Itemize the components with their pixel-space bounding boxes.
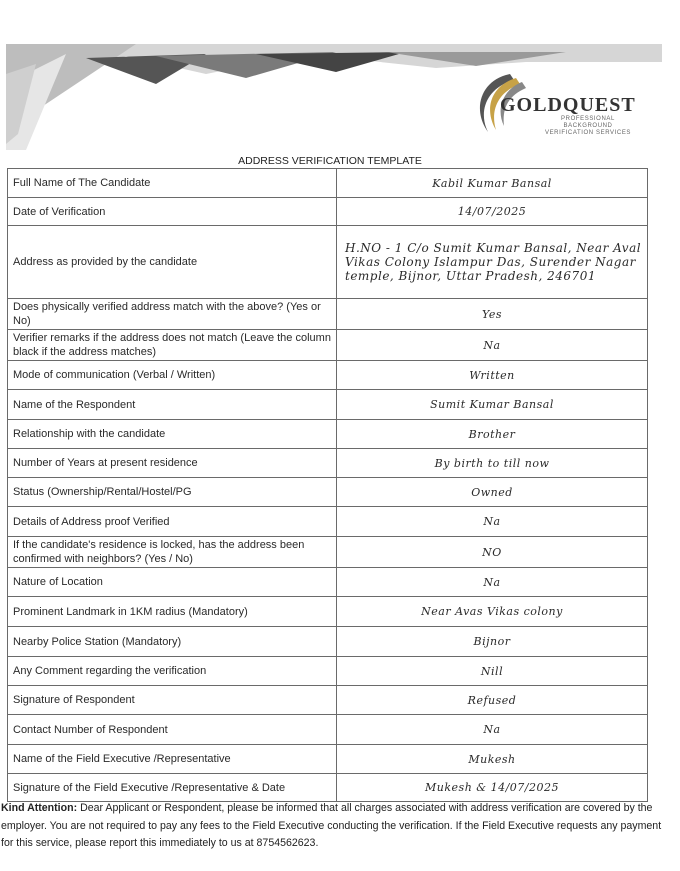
field-label: Details of Address proof Verified [8, 507, 337, 537]
field-value: Na [337, 568, 648, 597]
field-label: Contact Number of Respondent [8, 715, 337, 745]
field-label: Signature of Respondent [8, 686, 337, 715]
field-label: Name of the Respondent [8, 390, 337, 420]
form-row [8, 537, 648, 568]
field-value: Owned [337, 478, 648, 507]
field-label: Does physically verified address match with the above? (Yes or No) [8, 299, 337, 330]
verification-form-table [7, 168, 648, 802]
form-row [8, 657, 648, 686]
field-value: Mukesh & 14/07/2025 [337, 774, 648, 802]
field-label: Relationship with the candidate [8, 420, 337, 449]
form-row [8, 390, 648, 420]
form-row [8, 226, 648, 299]
field-label: Status (Ownership/Rental/Hostel/PG [8, 478, 337, 507]
field-value: Refused [337, 686, 648, 715]
field-label: Signature of the Field Executive /Representative & Date [8, 774, 337, 802]
field-value: H.NO - 1 C/o Sumit Kumar Bansal, Near Aval Vikas Colony Islampur Das, Surender Nagar temple, Bijnor, Uttar Pradesh, 246701 [337, 226, 648, 299]
field-value: Sumit Kumar Bansal [337, 390, 648, 420]
form-row [8, 686, 648, 715]
field-value: By birth to till now [337, 449, 648, 478]
company-logo [470, 70, 640, 140]
notice-body: Dear Applicant or Respondent, please be informed that all charges associated with address verification are covered by the employer. You are not required to pay any fees to the Field Executive conducting the verification. If the Field Executive requests any payment for this service, please report this immediately to us at 8754562623. [1, 802, 662, 849]
form-row [8, 774, 648, 802]
page-title: ADDRESS VERIFICATION TEMPLATE [238, 155, 422, 167]
field-label: Date of Verification [8, 198, 337, 226]
field-value: Bijnor [337, 627, 648, 657]
form-row [8, 745, 648, 774]
notice-heading: Kind Attention: [1, 802, 78, 814]
field-label: Mode of communication (Verbal / Written) [8, 361, 337, 390]
form-row [8, 507, 648, 537]
field-label: If the candidate's residence is locked, has the address been confirmed with neighbors? (Yes / No) [8, 537, 337, 568]
field-value: NO [337, 537, 648, 568]
logo-tagline: PROFESSIONAL BACKGROUND VERIFICATION SERVICES [544, 116, 632, 136]
field-value: Na [337, 715, 648, 745]
form-row [8, 715, 648, 745]
form-row [8, 361, 648, 390]
field-value: Mukesh [337, 745, 648, 774]
field-value: Near Avas Vikas colony [337, 597, 648, 627]
field-label: Number of Years at present residence [8, 449, 337, 478]
form-row [8, 169, 648, 198]
field-label: Any Comment regarding the verification [8, 657, 337, 686]
form-row [8, 449, 648, 478]
field-value: Na [337, 330, 648, 361]
notice-text [1, 800, 676, 853]
field-value: Nill [337, 657, 648, 686]
form-row [8, 330, 648, 361]
field-value: 14/07/2025 [337, 198, 648, 226]
form-row [8, 299, 648, 330]
logo-name: GOLDQUEST [500, 94, 636, 116]
form-row [8, 478, 648, 507]
field-label: Full Name of The Candidate [8, 169, 337, 198]
form-row [8, 568, 648, 597]
field-label: Name of the Field Executive /Representative [8, 745, 337, 774]
field-label: Verifier remarks if the address does not match (Leave the column black if the address matches) [8, 330, 337, 361]
field-value: Brother [337, 420, 648, 449]
field-label: Nearby Police Station (Mandatory) [8, 627, 337, 657]
field-label: Address as provided by the candidate [8, 226, 337, 299]
field-value: Kabil Kumar Bansal [337, 169, 648, 198]
form-row [8, 198, 648, 226]
field-value: Na [337, 507, 648, 537]
field-label: Nature of Location [8, 568, 337, 597]
field-value: Yes [337, 299, 648, 330]
field-label: Prominent Landmark in 1KM radius (Mandatory) [8, 597, 337, 627]
form-row [8, 597, 648, 627]
form-row [8, 627, 648, 657]
form-row [8, 420, 648, 449]
field-value: Written [337, 361, 648, 390]
